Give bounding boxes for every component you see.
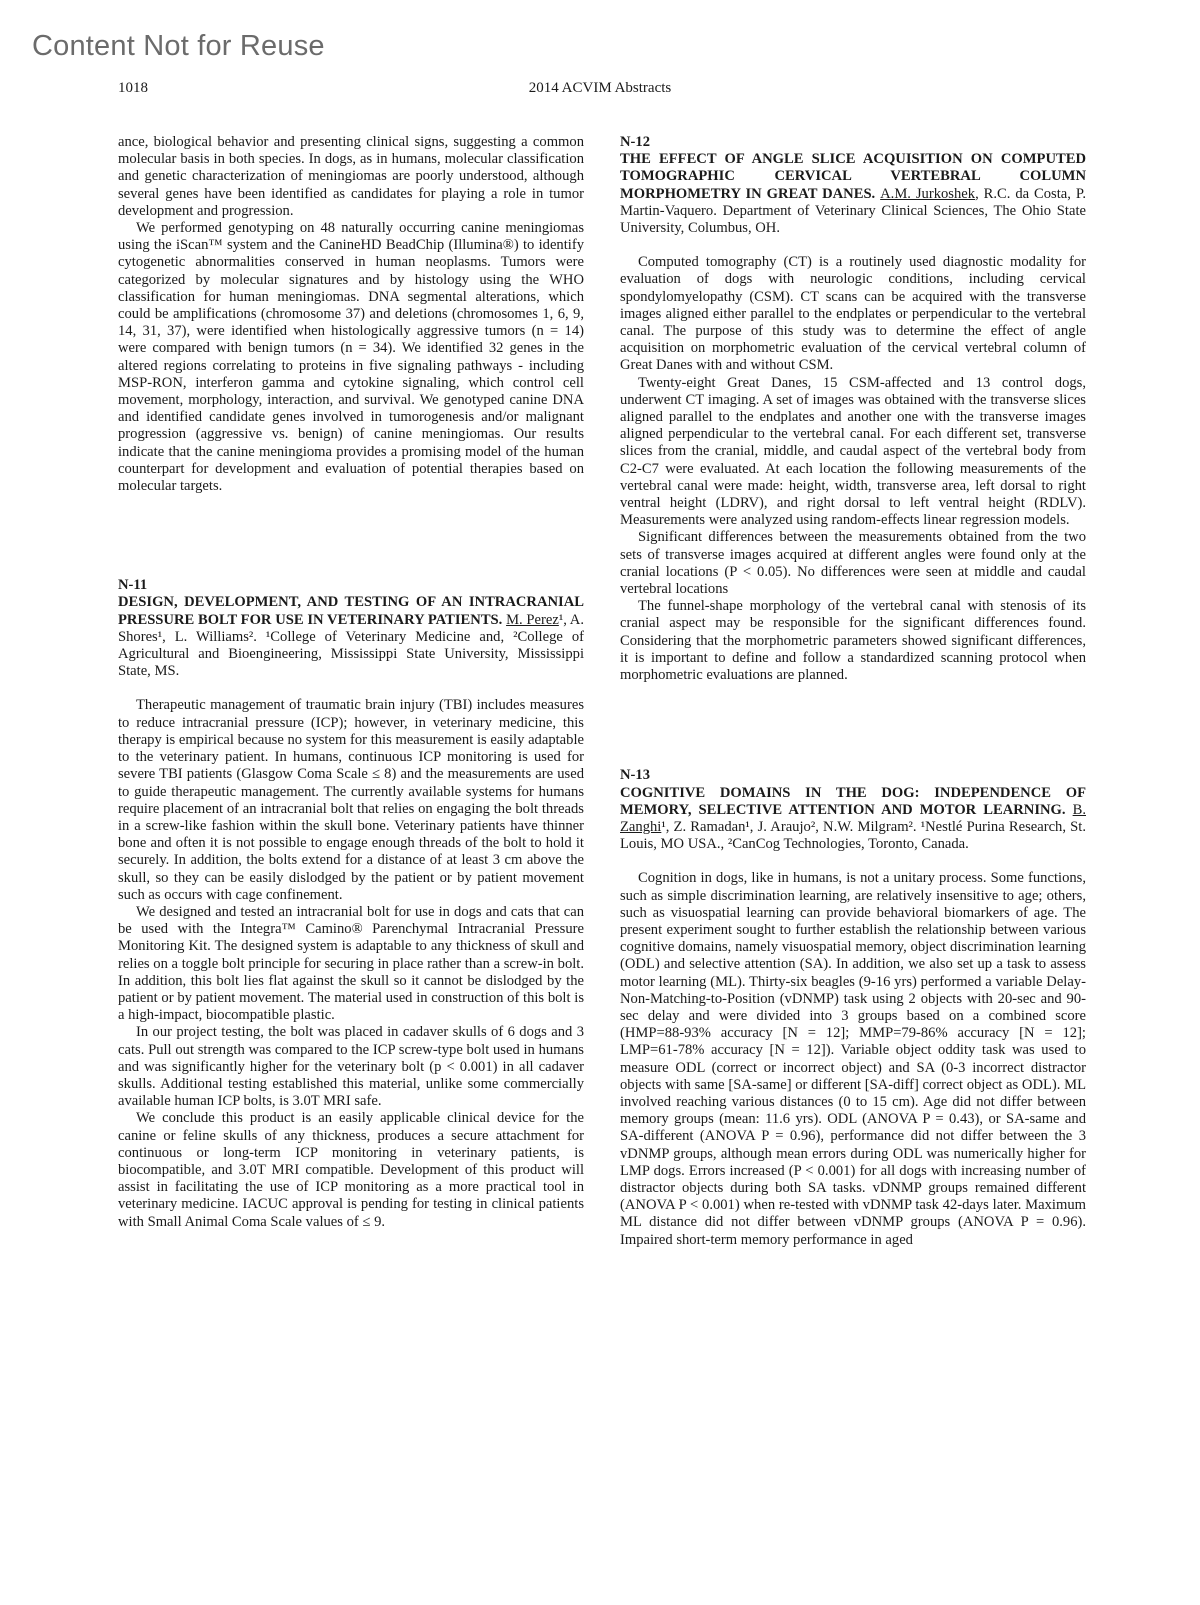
abstract-paragraph: Cognition in dogs, like in humans, is not a unitary process. Some functions, such as simple discrimination learning, are relatively insensitive to age; others, such as visuospatial learning can provide behavioral biomarkers of age. The present experiment sought to further establish the relationship between various cognitive domains, namely visuospatial memory, object discrimination learning (ODL) and selective attention (SA). In addition, we also set up a task to assess motor learning (ML). Thirty-six beagles (9-16 yrs) performed a variable Delay-Non-Matching-to-Position (vDNMP) task using 2 objects with 20-sec and 90-sec delay and were divided into 3 groups based on a combined score (HMP=88-93% accuracy [N = 12]; MMP=79-86% accuracy [N = 12]; LMP=61-78% accuracy [N = 12]). Variable object oddity task was used to measure ODL (correct or incorrect object) and SA (0-3 incorrect distractor objects with same [SA-same] or different [SA-diff] correct object as ODL). ML involved reaching various distances (0 to 15 cm). Age did not differ between memory groups (mean: 11.6 yrs). ODL (ANOVA P = 0.43), or SA-same and SA-different (ANOVA P = 0.96), performance did not differ between the 3 vDNMP groups, although mean errors during ODL was numerically higher for LMP dogs. Errors increased (P < 0.001) for all dogs with increasing number of distractor objects during both SA tasks. vDNMP groups remained different (ANOVA P < 0.001) when re-tested with vDNMP task 42-days later. Maximum ML distance did not differ between vDNMP groups (ANOVA P = 0.96). Impaired short-term memory performance in aged <box>620 870 1086 1248</box>
abstract-heading <box>118 594 584 680</box>
authors-affiliations: ¹, Z. Ramadan¹, J. Araujo², N.W. Milgram². ¹Nestlé Purina Research, St. Louis, MO USA., ²CanCog Technologies, Toronto, Canada. <box>620 818 1086 853</box>
abstract-id: N-13 <box>620 767 650 784</box>
abstract-id: N-12 <box>620 134 650 150</box>
presenting-author: M. Perez <box>506 611 559 628</box>
abstract-title: COGNITIVE DOMAINS IN THE DOG: INDEPENDENCE OF MEMORY, SELECTIVE ATTENTION AND MOTOR LEARNING. <box>620 784 1086 818</box>
abstract-id: N-11 <box>118 577 148 594</box>
abstract-n13 <box>620 767 1086 1248</box>
authors-affiliations: ¹, A. Shores¹, L. Williams². ¹College of Veterinary Medicine and, ²College of Agricultural and Bioengineering, Mississippi State University, Mississippi State, MS. <box>118 611 584 680</box>
abstract-heading <box>620 151 1086 237</box>
abstract-paragraph: Twenty-eight Great Danes, 15 CSM-affected and 13 control dogs, underwent CT imaging. A set of images was obtained with the transverse slices aligned parallel to the endplates and another one with the transverse images aligned perpendicular to the vertebral canal. For each different set, transverse slices from the cranial, middle, and caudal aspect of the vertebral body from C2-C7 were evaluated. At each location the following measurements of the vertebral canal were made: height, width, transverse area, left dorsal to right ventral height (LDRV), and right dorsal to left ventral height (RDLV). Measurements were analyzed using random-effects linear regression models. <box>620 374 1086 529</box>
abstract-paragraph: We designed and tested an intracranial bolt for use in dogs and cats that can be used with the Integra™ Camino® Parenchymal Intracranial Pressure Monitoring Kit. The designed system is adaptable to any thickness of skull and relies on a toggle bolt principle for securing in place rather than a screw-in bolt. In addition, this bolt lies flat against the skull so it cannot be dislodged by the patient or by patient movement. The material used in construction of this bolt is a high-impact, biocompatible plastic. <box>118 903 584 1024</box>
left-column <box>118 134 584 1231</box>
authors-affiliations: , R.C. da Costa, P. Martin-Vaquero. Department of Veterinary Clinical Sciences, The Ohio State University, Columbus, OH. <box>620 185 1086 237</box>
continuation-paragraph-2: We performed genotyping on 48 naturally occurring canine meningiomas using the iScan™ system and the CanineHD BeadChip (Illumina®) to identify cytogenetic abnormalities conserved in human neoplasms. Tumors were categorized by molecular signatures and by histology using the WHO classification for human meningiomas. DNA segmental alterations, which could be amplifications (chromosome 37) and deletions (chromosomes 1, 6, 9, 14, 31, 37), were identified when histologically aggressive tumors (n = 14) were compared with benign tumors (n = 34). We identified 32 genes in the altered regions correlating to proteins in five signaling pathways - including MSP-RON, interferon gamma and cytokine signaling, which control cell movement, morphology, interaction, and survival. We genotyped canine DNA and identified candidate genes involved in tumorogenesis and/or malignant progression (aggressive vs. benign) of canine meningiomas. Our results indicate that the canine meningioma provides a promising model of the human counterpart for development and evaluation of potential therapies based on molecular targets. <box>118 220 584 495</box>
running-title: 2014 ACVIM Abstracts <box>528 80 672 96</box>
continuation-paragraph-1: ance, biological behavior and presenting clinical signs, suggesting a common molecular basis in both species. In dogs, as in humans, molecular classification and genetic characterization of meningiomas are poorly understood, although several genes have been identified as candidates for playing a role in tumor development and progression. <box>118 134 584 219</box>
presenting-author: B. Zanghi <box>620 801 1086 835</box>
watermark: Content Not for Reuse <box>32 30 325 62</box>
presenting-author: A.M. Jurkoshek <box>880 185 976 202</box>
abstract-title: THE EFFECT OF ANGLE SLICE ACQUISITION ON COMPUTED TOMOGRAPHIC CERVICAL VERTEBRAL COLUMN MORPHOMETRY IN GREAT DANES. <box>620 151 1086 202</box>
abstract-n11 <box>118 577 584 1231</box>
abstract-paragraph: In our project testing, the bolt was placed in cadaver skulls of 6 dogs and 3 cats. Pull out strength was compared to the ICP screw-type bolt used in humans and was significantly higher for the veterinary bolt (p < 0.001) in all cadaver skulls. Additional testing established this material, unlike some commercially available human ICP bolts, is 3.0T MRI safe. <box>118 1024 584 1110</box>
abstract-paragraph: Significant differences between the measurements obtained from the two sets of transverse images acquired at different angles were found only at the cranial locations (P < 0.05). No differences were seen at middle and caudal vertebral locations <box>620 529 1086 598</box>
abstract-heading <box>620 785 1086 854</box>
abstract-paragraph: We conclude this product is an easily applicable clinical device for the canine or feline skulls of any thickness, produces a secure attachment for continuous or long-term ICP monitoring in veterinary patients, is biocompatible, and 3.0T MRI compatible. Development of this product will assist in facilitating the use of ICP monitoring as a more practical tool in veterinary medicine. IACUC approval is pending for testing in clinical patients with Small Animal Coma Scale values of ≤ 9. <box>118 1110 584 1230</box>
abstract-paragraph: Computed tomography (CT) is a routinely used diagnostic modality for evaluation of dogs with neurologic conditions, including cervical spondylomyelopathy (CSM). CT scans can be acquired with the transverse images aligned either parallel to the endplates or perpendicular to the vertebral canal. The purpose of this study was to determine the effect of angle acquisition on morphometric evaluation of the cervical vertebral column of Great Danes with and without CSM. <box>620 254 1086 374</box>
abstract-n12 <box>620 134 1086 684</box>
abstract-paragraph: The funnel-shape morphology of the vertebral canal with stenosis of its cranial aspect may be responsible for the significant differences found. Considering that the morphometric parameters showed significant differences, it is important to define and follow a standardized scanning protocol when morphometric evaluations are planned. <box>620 598 1086 684</box>
page-number: 1018 <box>118 80 148 96</box>
abstract-title: DESIGN, DEVELOPMENT, AND TESTING OF AN INTRACRANIAL PRESSURE BOLT FOR USE IN VETERINARY PATIENTS. <box>118 594 584 628</box>
abstract-paragraph: Therapeutic management of traumatic brain injury (TBI) includes measures to reduce intracranial pressure (ICP); however, in veterinary medicine, this therapy is empirical because no system for this measurement is easily adaptable to the veterinary patient. In humans, continuous ICP monitoring is used for severe TBI patients (Glasgow Coma Scale ≤ 8) and the measurements are used to guide therapeutic management. The currently available systems for humans require placement of an intracranial bolt that relies on engaging the bolt threads in a screw-like fashion within the skull bone. Veterinary patients have thinner bone and often it is not possible to engage enough threads of the bolt to hold it securely. In addition, the bolts extend for a distance of at least 3 cm above the skull, so they can be easily dislodged by the patient or by patient movement such as occurs with cage confinement. <box>118 697 584 903</box>
right-column <box>620 134 1086 1249</box>
